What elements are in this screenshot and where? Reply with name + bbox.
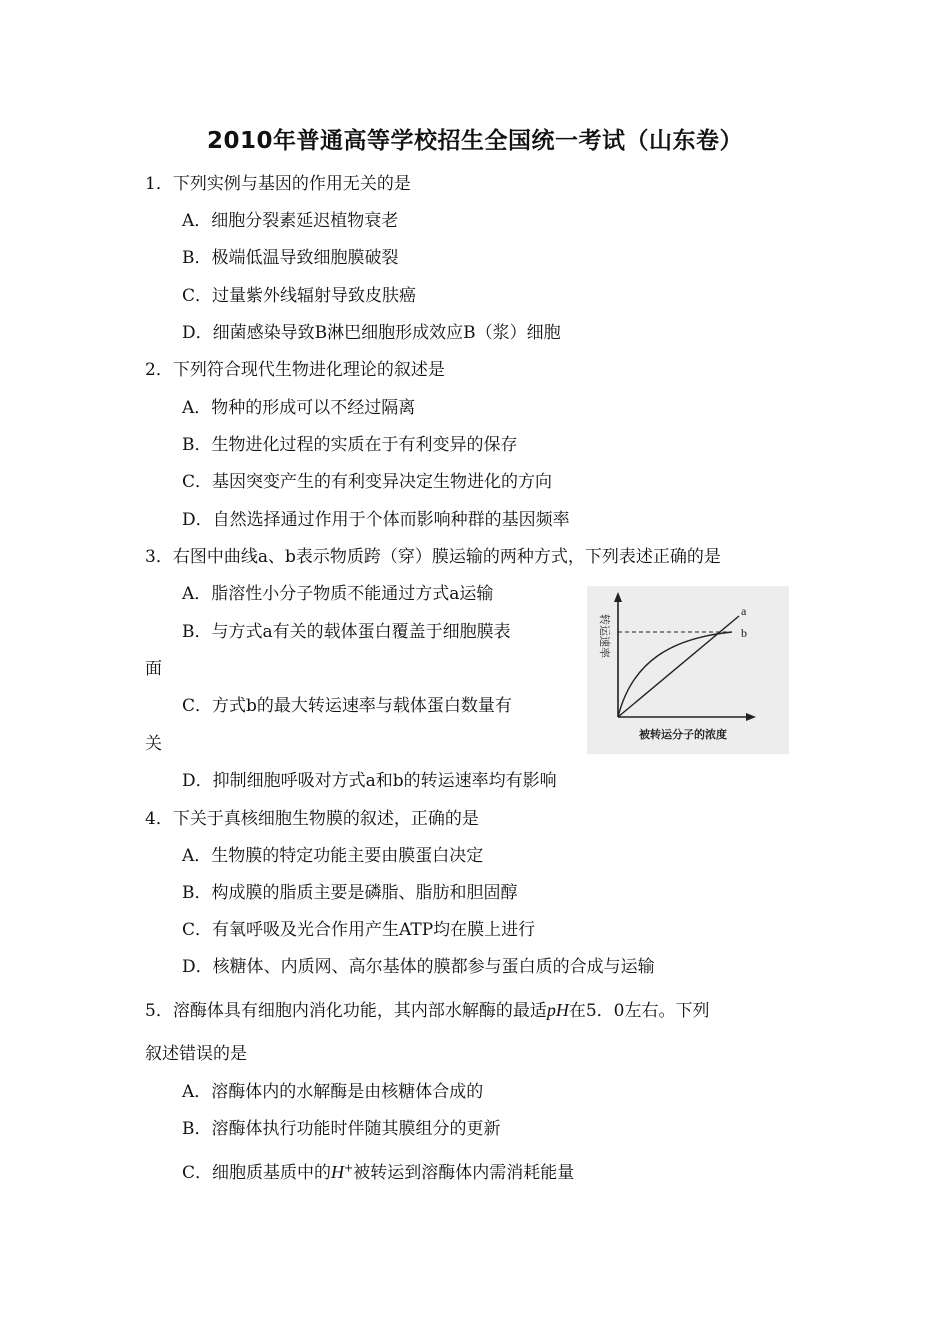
transport-rate-chart [587,586,789,754]
question-4-option-a: A．生物膜的特定功能主要由膜蛋白决定 [182,846,484,866]
question-3-option-c-cont: 关 [145,734,162,754]
question-5-option-a: A．溶酶体内的水解酶是由核糖体合成的 [182,1082,484,1102]
x-axis-arrow-icon [746,713,756,721]
question-1-option-c: C．过量紫外线辐射导致皮肤癌 [182,286,417,306]
question-5-stem-before: 5．溶酶体具有细胞内消化功能，其内部水解酶的最适 [145,1001,547,1021]
question-1-stem: 1．下列实例与基因的作用无关的是 [145,174,411,194]
question-5-stem-cont: 叙述错误的是 [145,1044,247,1064]
question-5-option-c-before: C．细胞质基质中的 [182,1163,332,1183]
series-a-line [618,616,739,717]
question-5-option-b: B．溶酶体执行功能时伴随其膜组分的更新 [182,1119,501,1139]
question-2-stem: 2．下列符合现代生物进化理论的叙述是 [145,360,445,380]
x-axis-label: 被转运分子的浓度 [639,728,727,741]
question-2-option-d: D．自然选择通过作用于个体而影响种群的基因频率 [182,510,570,530]
question-1-option-d: D．细菌感染导致B淋巴细胞形成效应B（浆）细胞 [182,323,561,343]
hydrogen-ion-charge: + [344,1161,354,1175]
question-3-stem: 3．右图中曲线a、b表示物质跨（穿）膜运输的两种方式，下列表述正确的是 [145,547,721,567]
question-5-option-c [182,1160,574,1185]
y-axis-label: 转运速率 [598,614,611,658]
question-5-stem-after: 在5．0左右。下列 [568,1001,710,1021]
question-4-option-d: D．核糖体、内质网、高尔基体的膜都参与蛋白质的合成与运输 [182,957,655,977]
question-5-option-c-after: 被转运到溶酶体内需消耗能量 [353,1163,575,1183]
question-1-option-a: A．细胞分裂素延迟植物衰老 [182,211,399,231]
question-2-option-b: B．生物进化过程的实质在于有利变异的保存 [182,435,518,455]
question-5-stem [145,998,709,1023]
question-4-option-b: B．构成膜的脂质主要是磷脂、脂肪和胆固醇 [182,883,518,903]
series-b-label: b [741,626,747,640]
ph-symbol: pH [546,1000,569,1020]
question-4-option-c: C．有氧呼吸及光合作用产生ATP均在膜上进行 [182,920,536,940]
question-3-option-b-cont: 面 [145,659,162,679]
series-a-label: a [741,604,747,618]
question-3-option-d: D．抑制细胞呼吸对方式a和b的转运速率均有影响 [182,771,557,791]
question-2-option-a: A．物种的形成可以不经过隔离 [182,398,416,418]
page-title: 2010年普通高等学校招生全国统一考试（山东卷） [206,128,743,154]
y-axis-arrow-icon [614,592,622,602]
question-4-stem: 4．下关于真核细胞生物膜的叙述，正确的是 [145,809,479,829]
question-3-option-c: C．方式b的最大转运速率与载体蛋白数量有 [182,696,512,716]
question-3-option-a: A．脂溶性小分子物质不能通过方式a运输 [182,584,494,604]
question-3-option-b: B．与方式a有关的载体蛋白覆盖于细胞膜表 [182,622,511,642]
transport-rate-figure [587,586,789,754]
question-1-option-b: B．极端低温导致细胞膜破裂 [182,248,399,268]
series-b-curve [618,632,732,717]
hydrogen-ion-symbol: H [331,1162,345,1182]
question-2-option-c: C．基因突变产生的有利变异决定生物进化的方向 [182,472,553,492]
